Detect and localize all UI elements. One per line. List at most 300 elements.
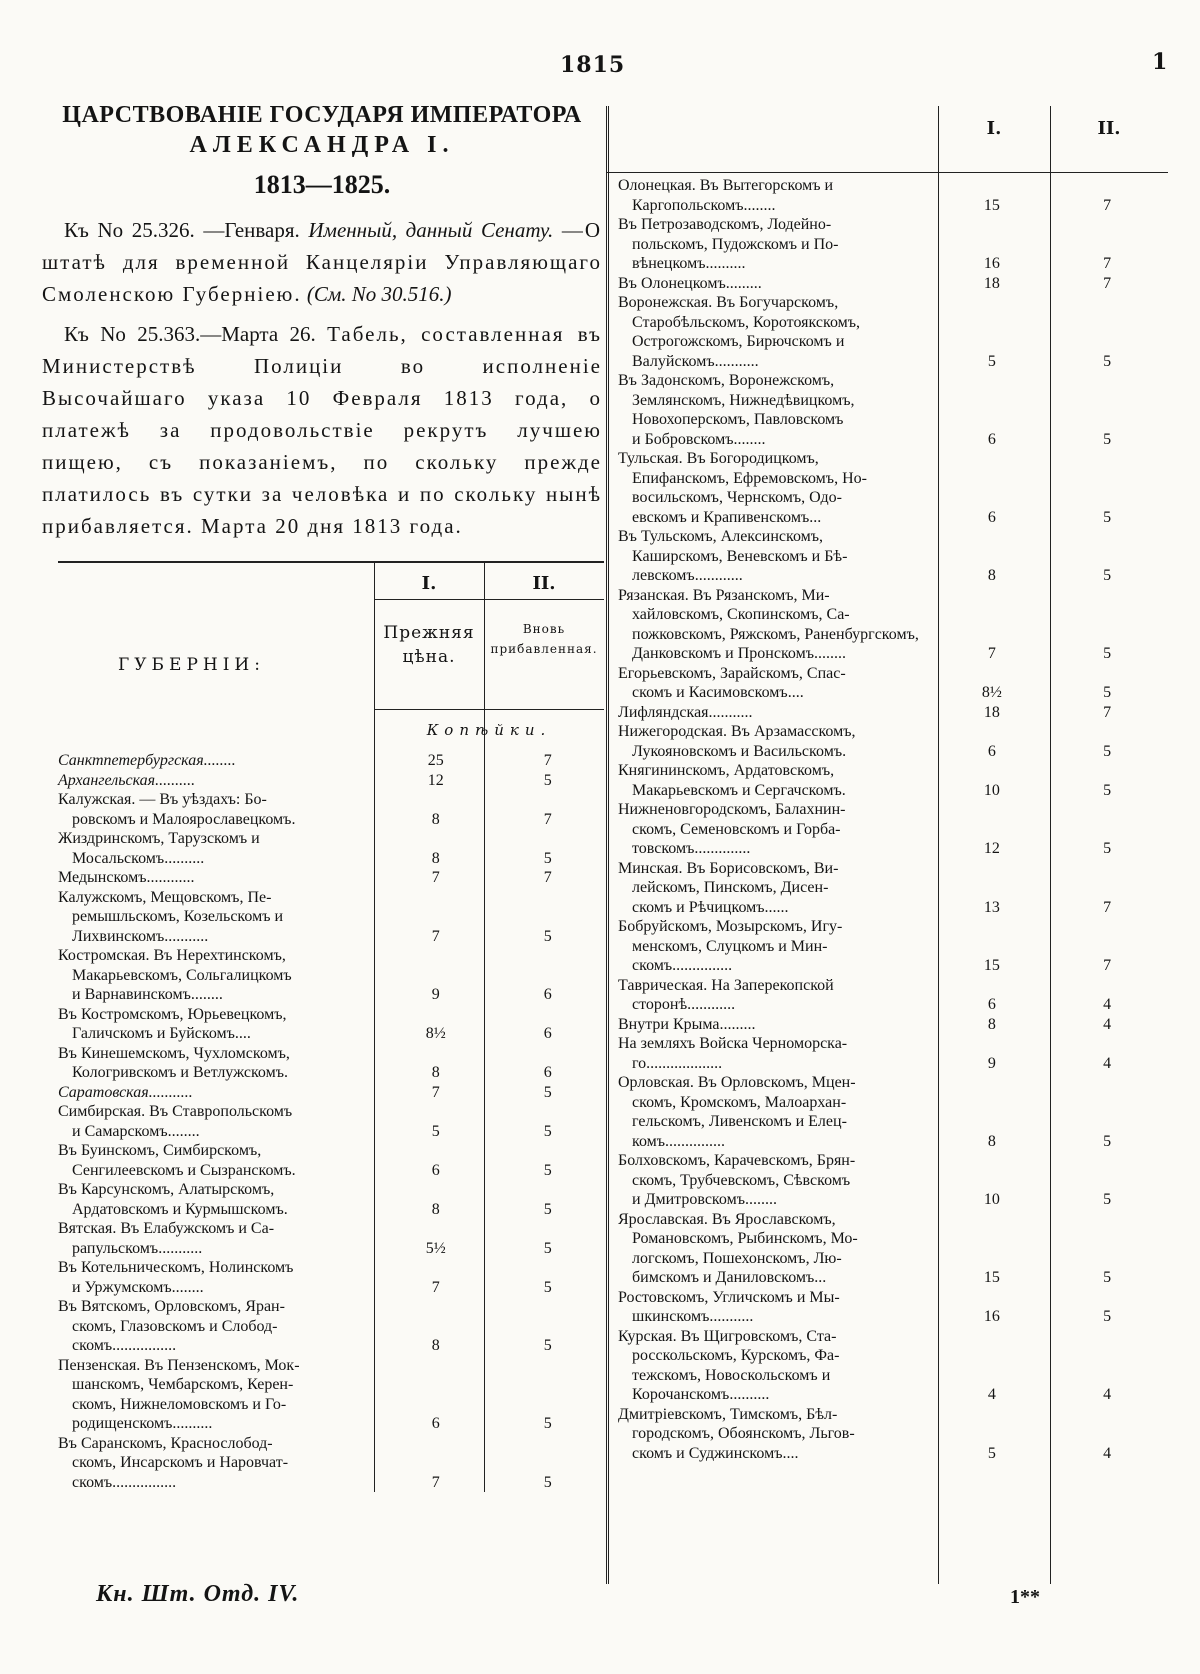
table-row bbox=[58, 1375, 604, 1395]
former-price: 6 bbox=[431, 1415, 440, 1432]
province-text: скомъ и Рѣчицкомъ...... bbox=[632, 898, 789, 916]
table-row bbox=[618, 1366, 1168, 1386]
added-price: 5 bbox=[543, 927, 552, 945]
province-text: Въ Задонскомъ, Воронежскомъ, bbox=[618, 372, 835, 389]
left-table bbox=[58, 561, 604, 1492]
province-text: скомъ, Трубчевскомъ, Сѣвскомъ bbox=[632, 1171, 851, 1189]
table-row bbox=[618, 664, 1168, 684]
province-text: пожковскомъ, Ряжскомъ, Раненбургскомъ, Данковскомъ и Пронскомъ........ bbox=[632, 625, 919, 662]
province-text: Калужская. — Въ уѣздахъ: Бо- bbox=[58, 791, 267, 808]
table-row bbox=[618, 761, 1168, 781]
province-text: скомъ, Семеновскомъ и Горба- bbox=[632, 820, 841, 838]
table-row bbox=[58, 1102, 604, 1122]
added-price: 4 bbox=[1103, 1444, 1112, 1462]
table-row bbox=[618, 332, 1168, 352]
reign-emperor: АЛЕКСАНДРА I. bbox=[189, 132, 455, 158]
table-row bbox=[618, 1385, 1168, 1405]
added-price: 5 bbox=[543, 1415, 552, 1432]
province-text: бимскомъ и Даниловскомъ... bbox=[632, 1269, 827, 1286]
province-text: логскомъ, Пошехонскомъ, Лю- bbox=[632, 1249, 842, 1267]
table-row bbox=[58, 1297, 604, 1317]
province-text: рапульскомъ........... bbox=[72, 1239, 203, 1257]
former-price: 7 bbox=[431, 927, 440, 945]
former-price: 9 bbox=[987, 1054, 996, 1072]
added-price: 4 bbox=[1103, 1054, 1112, 1072]
added-price: 5 bbox=[1103, 1269, 1112, 1286]
table-row bbox=[58, 868, 604, 888]
table-row bbox=[58, 751, 604, 771]
entry-text: Табель, составленная въ Министерствѣ Полиціи во исполненіе Высочайшаго указа 10 Февраля 1813 года, о платежѣ за продовольствіе рекрутъ лучшею пищею, съ показаніемъ, по скольку прежде платилось въ сутки за человѣка и по скольку нынѣ прибавляется. Марта 20 дня 1813 года. bbox=[42, 322, 603, 538]
table-row bbox=[58, 1278, 604, 1298]
province-text: гельскомъ, Ливенскомъ и Елец- bbox=[632, 1113, 847, 1130]
added-price: 4 bbox=[1103, 996, 1112, 1013]
right-rows bbox=[618, 176, 1168, 1463]
table-row bbox=[58, 907, 604, 927]
province-text: Курская. Въ Щигровскомъ, Ста- bbox=[618, 1327, 837, 1345]
right-table bbox=[606, 106, 1168, 1584]
province-text: Болховскомъ, Карачевскомъ, Брян- bbox=[618, 1152, 856, 1169]
province-text: Лифляндская........... bbox=[618, 703, 753, 721]
former-price: 15 bbox=[983, 957, 1000, 974]
table-row bbox=[58, 927, 604, 947]
province-text: и Дмитровскомъ........ bbox=[632, 1191, 777, 1208]
added-price: 7 bbox=[543, 752, 552, 769]
former-price: 5 bbox=[987, 352, 996, 370]
province-text: городскомъ, Обоянскомъ, Льгов- bbox=[632, 1425, 855, 1442]
province-text: и Бобровскомъ........ bbox=[632, 430, 766, 448]
table-row bbox=[618, 1210, 1168, 1230]
province-text: На земляхъ Войска Черноморска- bbox=[618, 1035, 848, 1052]
former-price: 8 bbox=[431, 1064, 440, 1081]
province-text: комъ............... bbox=[632, 1132, 726, 1150]
former-price: 8½ bbox=[425, 1025, 446, 1042]
added-price: 7 bbox=[1103, 703, 1112, 721]
table-row bbox=[618, 371, 1168, 391]
province-text: Егорьевскомъ, Зарайскомъ, Спас- bbox=[618, 664, 846, 682]
former-price: 8 bbox=[431, 1200, 440, 1218]
former-price: 16 bbox=[983, 255, 1000, 272]
added-price: 5 bbox=[1103, 430, 1112, 448]
added-price: 6 bbox=[543, 1025, 552, 1042]
province-text: и Самарскомъ........ bbox=[72, 1122, 200, 1140]
table-row bbox=[618, 859, 1168, 879]
province-text: скомъ и Касимовскомъ.... bbox=[632, 684, 804, 701]
left-rows bbox=[58, 751, 604, 1492]
table-row bbox=[618, 1015, 1168, 1035]
province-text: скомъ, Кромскомъ, Малоархан- bbox=[632, 1093, 847, 1111]
former-price: 18 bbox=[983, 274, 1000, 292]
table-row bbox=[618, 1229, 1168, 1249]
table-row bbox=[618, 1327, 1168, 1347]
table-row bbox=[618, 976, 1168, 996]
entry-ref: Къ No 25.363.—Марта 26. bbox=[64, 322, 316, 346]
province-text: Каргопольскомъ........ bbox=[632, 196, 776, 214]
table-row bbox=[618, 742, 1168, 762]
province-text: Княгининскомъ, Ардатовскомъ, bbox=[618, 762, 835, 779]
former-price: 13 bbox=[983, 898, 1000, 916]
left-table-header bbox=[58, 561, 604, 751]
former-price: 6 bbox=[431, 1161, 440, 1179]
added-price: 5 bbox=[1103, 567, 1112, 584]
former-price: 6 bbox=[987, 742, 996, 760]
added-price: 7 bbox=[543, 810, 552, 828]
table-row bbox=[58, 1336, 604, 1356]
table-row bbox=[618, 1132, 1168, 1152]
entry-25363 bbox=[42, 318, 602, 542]
table-row bbox=[618, 995, 1168, 1015]
entry-see-ref: (См. No 30.516.) bbox=[306, 282, 452, 306]
province-text: Калужскомъ, Мещовскомъ, Пе- bbox=[58, 888, 272, 906]
province-text: Романовскомъ, Рыбинскомъ, Мо- bbox=[632, 1230, 858, 1247]
former-price: 5 bbox=[431, 1122, 440, 1140]
province-text: шкинскомъ........... bbox=[632, 1308, 754, 1325]
province-text: сторонѣ............ bbox=[632, 996, 736, 1013]
table-row bbox=[618, 508, 1168, 528]
entry-kind: Именный, данный Сенату. bbox=[308, 218, 554, 242]
table-row bbox=[618, 469, 1168, 489]
added-price: 6 bbox=[543, 1064, 552, 1081]
province-text: Каширскомъ, Веневскомъ и Бѣ- bbox=[632, 547, 848, 565]
province-text: восильскомъ, Чернскомъ, Одо- bbox=[632, 489, 842, 506]
former-price: 7 bbox=[431, 1083, 440, 1101]
added-price: 5 bbox=[543, 1161, 552, 1179]
province-text: скомъ, Нижнеломовскомъ и Го- bbox=[72, 1395, 287, 1413]
table-row bbox=[618, 449, 1168, 469]
table-row bbox=[618, 1151, 1168, 1171]
province-text: ровскомъ и Малоярославецкомъ. bbox=[72, 810, 296, 828]
province-text: Внутри Крыма......... bbox=[618, 1015, 756, 1033]
provinces-header: ГУБЕРНІИ: bbox=[118, 655, 265, 675]
table-row bbox=[58, 1122, 604, 1142]
province-text: Нижненовгородскомъ, Балахнин- bbox=[618, 801, 846, 818]
former-price: 8 bbox=[987, 1132, 996, 1150]
table-row bbox=[618, 274, 1168, 294]
reign-heading bbox=[42, 100, 602, 206]
added-price: 5 bbox=[543, 849, 552, 867]
added-price: 5 bbox=[543, 1083, 552, 1101]
col-i-number: I. bbox=[986, 118, 1002, 139]
table-row bbox=[618, 1444, 1168, 1464]
province-text: росскольскомъ, Курскомъ, Фа- bbox=[632, 1347, 840, 1364]
table-row bbox=[618, 391, 1168, 411]
former-price: 10 bbox=[983, 781, 1000, 799]
former-price: 15 bbox=[983, 1269, 1000, 1286]
table-row bbox=[618, 527, 1168, 547]
former-price: 12 bbox=[427, 771, 444, 789]
province-text: Корочанскомъ.......... bbox=[632, 1386, 770, 1403]
province-text: тежскомъ, Новоскольскомъ и bbox=[632, 1366, 831, 1384]
added-price: 5 bbox=[543, 1473, 552, 1491]
province-text: Костромская. Въ Нерехтинскомъ, bbox=[58, 947, 286, 964]
province-text: Пензенская. Въ Пензенскомъ, Мок- bbox=[58, 1356, 300, 1374]
table-row bbox=[618, 1424, 1168, 1444]
province-text: Дмитріевскомъ, Тимскомъ, Бѣл- bbox=[618, 1405, 838, 1423]
table-row bbox=[618, 586, 1168, 606]
province-text: Лихвинскомъ........... bbox=[72, 927, 209, 945]
province-text: Въ Буинскомъ, Симбирскомъ, bbox=[58, 1142, 262, 1159]
province-text: Бобруйскомъ, Мозырскомъ, Игу- bbox=[618, 918, 843, 935]
table-row bbox=[58, 1044, 604, 1064]
added-price: 4 bbox=[1103, 1015, 1112, 1033]
column-divider bbox=[606, 106, 609, 1584]
province-text: ремышльскомъ, Козельскомъ и bbox=[72, 908, 284, 925]
table-row bbox=[618, 1171, 1168, 1191]
table-row bbox=[618, 1190, 1168, 1210]
col-ii-number: II. bbox=[1097, 118, 1121, 139]
province-text: Новохоперскомъ, Павловскомъ bbox=[632, 411, 844, 428]
table-row bbox=[58, 829, 604, 849]
book-signature: Кн. Шт. Отд. IV. bbox=[96, 1581, 300, 1607]
province-text: скомъ и Суджинскомъ.... bbox=[632, 1444, 799, 1462]
province-text: Епифанскомъ, Ефремовскомъ, Но- bbox=[632, 469, 867, 487]
table-row bbox=[58, 888, 604, 908]
province-text: Нижегородская. Въ Арзамасскомъ, bbox=[618, 723, 856, 740]
table-row bbox=[58, 1063, 604, 1083]
added-price: 7 bbox=[1103, 255, 1112, 272]
former-price: 4 bbox=[987, 1386, 996, 1403]
col-ii-number: II. bbox=[532, 573, 556, 594]
province-text: Саратовская........... bbox=[58, 1083, 193, 1101]
page-header bbox=[0, 44, 1200, 84]
entry-25326 bbox=[42, 214, 602, 310]
added-price: 5 bbox=[1103, 1132, 1112, 1150]
province-text: скомъ............... bbox=[632, 957, 733, 974]
table-row bbox=[618, 1405, 1168, 1425]
right-table-header bbox=[606, 106, 1168, 173]
table-row bbox=[618, 410, 1168, 430]
former-price: 15 bbox=[983, 196, 1000, 214]
province-text: Рязанская. Въ Рязанскомъ, Ми- bbox=[618, 586, 830, 604]
province-text: Въ Саранскомъ, Краснослобод- bbox=[58, 1434, 273, 1452]
table-row bbox=[618, 683, 1168, 703]
province-text: скомъ................ bbox=[72, 1473, 177, 1491]
table-row bbox=[58, 1180, 604, 1200]
page-year: 1815 bbox=[560, 52, 626, 78]
table-row bbox=[618, 878, 1168, 898]
added-price: 5 bbox=[543, 1122, 552, 1140]
table-row bbox=[618, 625, 1168, 664]
table-row bbox=[618, 937, 1168, 957]
province-text: Симбирская. Въ Ставропольскомъ bbox=[58, 1103, 293, 1120]
province-text: лейскомъ, Пинскомъ, Дисен- bbox=[632, 879, 829, 896]
table-row bbox=[58, 1219, 604, 1239]
table-row bbox=[618, 781, 1168, 801]
province-text: Минская. Въ Борисовскомъ, Ви- bbox=[618, 859, 839, 877]
reign-title: ЦАРСТВОВАНІЕ ГОСУДАРЯ ИМПЕРАТОРА bbox=[62, 102, 582, 128]
province-text: и Варнавинскомъ........ bbox=[72, 986, 223, 1003]
province-text: Въ Петрозаводскомъ, Лодейно- bbox=[618, 216, 832, 233]
table-row bbox=[58, 985, 604, 1005]
added-price: 5 bbox=[1103, 840, 1112, 857]
province-text: менскомъ, Слуцкомъ и Мин- bbox=[632, 937, 828, 955]
province-text: го................... bbox=[632, 1054, 723, 1072]
province-text: Сенгилеевскомъ и Сызранскомъ. bbox=[72, 1161, 296, 1179]
former-price: 7 bbox=[987, 645, 996, 662]
added-price: 4 bbox=[1103, 1386, 1112, 1403]
table-row bbox=[58, 1414, 604, 1434]
table-row bbox=[58, 1024, 604, 1044]
table-row bbox=[618, 917, 1168, 937]
former-price: 6 bbox=[987, 430, 996, 448]
table-row bbox=[618, 1073, 1168, 1093]
table-row bbox=[618, 566, 1168, 586]
col-i-number: I. bbox=[421, 573, 437, 594]
table-row bbox=[618, 898, 1168, 918]
former-price: 9 bbox=[431, 986, 440, 1003]
province-text: Галичскомъ и Буйскомъ.... bbox=[72, 1025, 251, 1042]
table-row bbox=[618, 293, 1168, 313]
page-number: 1 bbox=[1152, 49, 1168, 75]
province-text: шанскомъ, Чембарскомъ, Керен- bbox=[72, 1376, 294, 1393]
entry-text: —О штатѣ для временной Канцеляріи Управляющаго Смоленскою Губерніею. bbox=[42, 218, 602, 306]
province-text: Лукояновскомъ и Васильскомъ. bbox=[632, 742, 847, 760]
added-price: 5 bbox=[1103, 781, 1112, 799]
table-row bbox=[618, 1249, 1168, 1269]
table-row bbox=[58, 1395, 604, 1415]
former-price: 5½ bbox=[425, 1239, 446, 1257]
province-text: Землянскомъ, Нижнедѣвицкомъ, bbox=[632, 391, 855, 409]
added-price: 5 bbox=[1103, 742, 1112, 760]
table-row bbox=[58, 1473, 604, 1493]
province-text: хайловскомъ, Скопинскомъ, Са- bbox=[632, 606, 850, 623]
table-row bbox=[58, 946, 604, 966]
table-row bbox=[618, 254, 1168, 274]
province-text: Таврическая. На Заперекопской bbox=[618, 976, 834, 994]
province-text: Въ Костромскомъ, Юрьевецкомъ, bbox=[58, 1005, 287, 1023]
table-row bbox=[618, 956, 1168, 976]
table-row bbox=[58, 1200, 604, 1220]
added-price: 5 bbox=[543, 1239, 552, 1257]
table-row bbox=[618, 547, 1168, 567]
table-row bbox=[618, 1093, 1168, 1113]
province-text: Архангельская.......... bbox=[58, 771, 196, 789]
table-row bbox=[58, 1434, 604, 1454]
province-text: левскомъ............ bbox=[632, 567, 743, 584]
table-row bbox=[58, 966, 604, 986]
added-price: 5 bbox=[543, 771, 552, 789]
former-price: 6 bbox=[987, 508, 996, 526]
former-price: 7 bbox=[431, 1278, 440, 1296]
former-price: 8 bbox=[431, 849, 440, 867]
former-price: 18 bbox=[983, 703, 1000, 721]
col-added-label: Вновь прибавленная. bbox=[490, 622, 598, 656]
province-text: Ардатовскомъ и Курмышскомъ. bbox=[72, 1200, 288, 1218]
province-text: Медынскомъ............ bbox=[58, 869, 195, 886]
former-price: 8 bbox=[987, 567, 996, 584]
table-row bbox=[58, 1083, 604, 1103]
province-text: Макарьевскомъ и Сергачскомъ. bbox=[632, 781, 846, 799]
added-price: 5 bbox=[1103, 645, 1112, 662]
former-price: 8 bbox=[431, 1337, 440, 1354]
entry-ref: Къ No 25.326. —Генваря. bbox=[64, 218, 300, 242]
table-row bbox=[618, 430, 1168, 450]
table-row bbox=[618, 1307, 1168, 1327]
table-row bbox=[58, 1141, 604, 1161]
province-text: вѣнецкомъ.......... bbox=[632, 255, 746, 272]
former-price: 10 bbox=[983, 1191, 1000, 1208]
added-price: 5 bbox=[1103, 684, 1112, 701]
reign-years: 1813—1825. bbox=[253, 170, 391, 199]
added-price: 5 bbox=[1103, 1191, 1112, 1208]
province-text: родищенскомъ.......... bbox=[72, 1415, 213, 1432]
province-text: товскомъ.............. bbox=[632, 840, 751, 857]
province-text: Санктпетербургская........ bbox=[58, 752, 236, 769]
province-text: скомъ................ bbox=[72, 1337, 177, 1354]
province-text: Тульская. Въ Богородицкомъ, bbox=[618, 450, 819, 467]
added-price: 7 bbox=[1103, 957, 1112, 974]
province-text: Въ Кинешемскомъ, Чухломскомъ, bbox=[58, 1044, 290, 1062]
left-table-body bbox=[58, 751, 604, 1492]
table-row bbox=[618, 703, 1168, 723]
province-text: и Уржумскомъ........ bbox=[72, 1278, 204, 1296]
former-price: 8 bbox=[431, 810, 440, 828]
province-text: Вятская. Въ Елабужскомъ и Са- bbox=[58, 1220, 275, 1237]
table-row bbox=[618, 352, 1168, 372]
province-text: евскомъ и Крапивенскомъ... bbox=[632, 508, 822, 526]
added-price: 5 bbox=[543, 1278, 552, 1296]
table-row bbox=[618, 839, 1168, 859]
table-row bbox=[618, 488, 1168, 508]
province-text: скомъ, Инсарскомъ и Наровчат- bbox=[72, 1454, 289, 1471]
province-text: Кологривскомъ и Ветлужскомъ. bbox=[72, 1064, 289, 1081]
table-row bbox=[58, 1453, 604, 1473]
former-price: 5 bbox=[987, 1444, 996, 1462]
province-text: Ростовскомъ, Угличскомъ и Мы- bbox=[618, 1288, 840, 1306]
table-row bbox=[58, 1258, 604, 1278]
province-text: Жиздринскомъ, Тарузскомъ и bbox=[58, 830, 260, 847]
province-text: Олонецкая. Въ Вытегорскомъ и bbox=[618, 177, 834, 194]
former-price: 25 bbox=[427, 752, 444, 769]
added-price: 5 bbox=[543, 1337, 552, 1354]
added-price: 7 bbox=[543, 869, 552, 886]
added-price: 5 bbox=[1103, 1308, 1112, 1325]
table-row bbox=[618, 313, 1168, 333]
province-text: Въ Тульскомъ, Алексинскомъ, bbox=[618, 528, 824, 545]
units-label: Копѣйки. bbox=[426, 721, 552, 739]
former-price: 8½ bbox=[981, 684, 1002, 701]
added-price: 5 bbox=[1103, 352, 1112, 370]
province-text: Въ Котельническомъ, Нолинскомъ bbox=[58, 1259, 294, 1276]
table-row bbox=[618, 215, 1168, 235]
table-row bbox=[618, 176, 1168, 196]
added-price: 7 bbox=[1103, 274, 1112, 292]
left-column bbox=[42, 100, 602, 542]
right-table-body bbox=[618, 176, 1168, 1463]
table-row bbox=[618, 1268, 1168, 1288]
table-row bbox=[58, 1317, 604, 1337]
table-row bbox=[58, 1239, 604, 1259]
former-price: 16 bbox=[983, 1308, 1000, 1325]
province-text: Въ Карсунскомъ, Алатырскомъ, bbox=[58, 1181, 275, 1198]
table-row bbox=[58, 849, 604, 869]
former-price: 7 bbox=[431, 1473, 440, 1491]
added-price: 7 bbox=[1103, 196, 1112, 214]
table-row bbox=[618, 722, 1168, 742]
former-price: 8 bbox=[987, 1015, 996, 1033]
table-row bbox=[618, 800, 1168, 820]
former-price: 7 bbox=[431, 869, 440, 886]
added-price: 6 bbox=[543, 986, 552, 1003]
added-price: 5 bbox=[1103, 508, 1112, 526]
province-text: Макарьевскомъ, Сольгалицкомъ bbox=[72, 966, 292, 984]
province-text: Въ Вятскомъ, Орловскомъ, Яран- bbox=[58, 1298, 285, 1315]
province-text: Старобѣльскомъ, Коротоякскомъ, bbox=[632, 313, 861, 331]
table-row bbox=[618, 1054, 1168, 1074]
province-text: Острогожскомъ, Бирючскомъ и bbox=[632, 333, 845, 350]
table-row bbox=[58, 790, 604, 810]
added-price: 7 bbox=[1103, 898, 1112, 916]
table-row bbox=[618, 605, 1168, 625]
